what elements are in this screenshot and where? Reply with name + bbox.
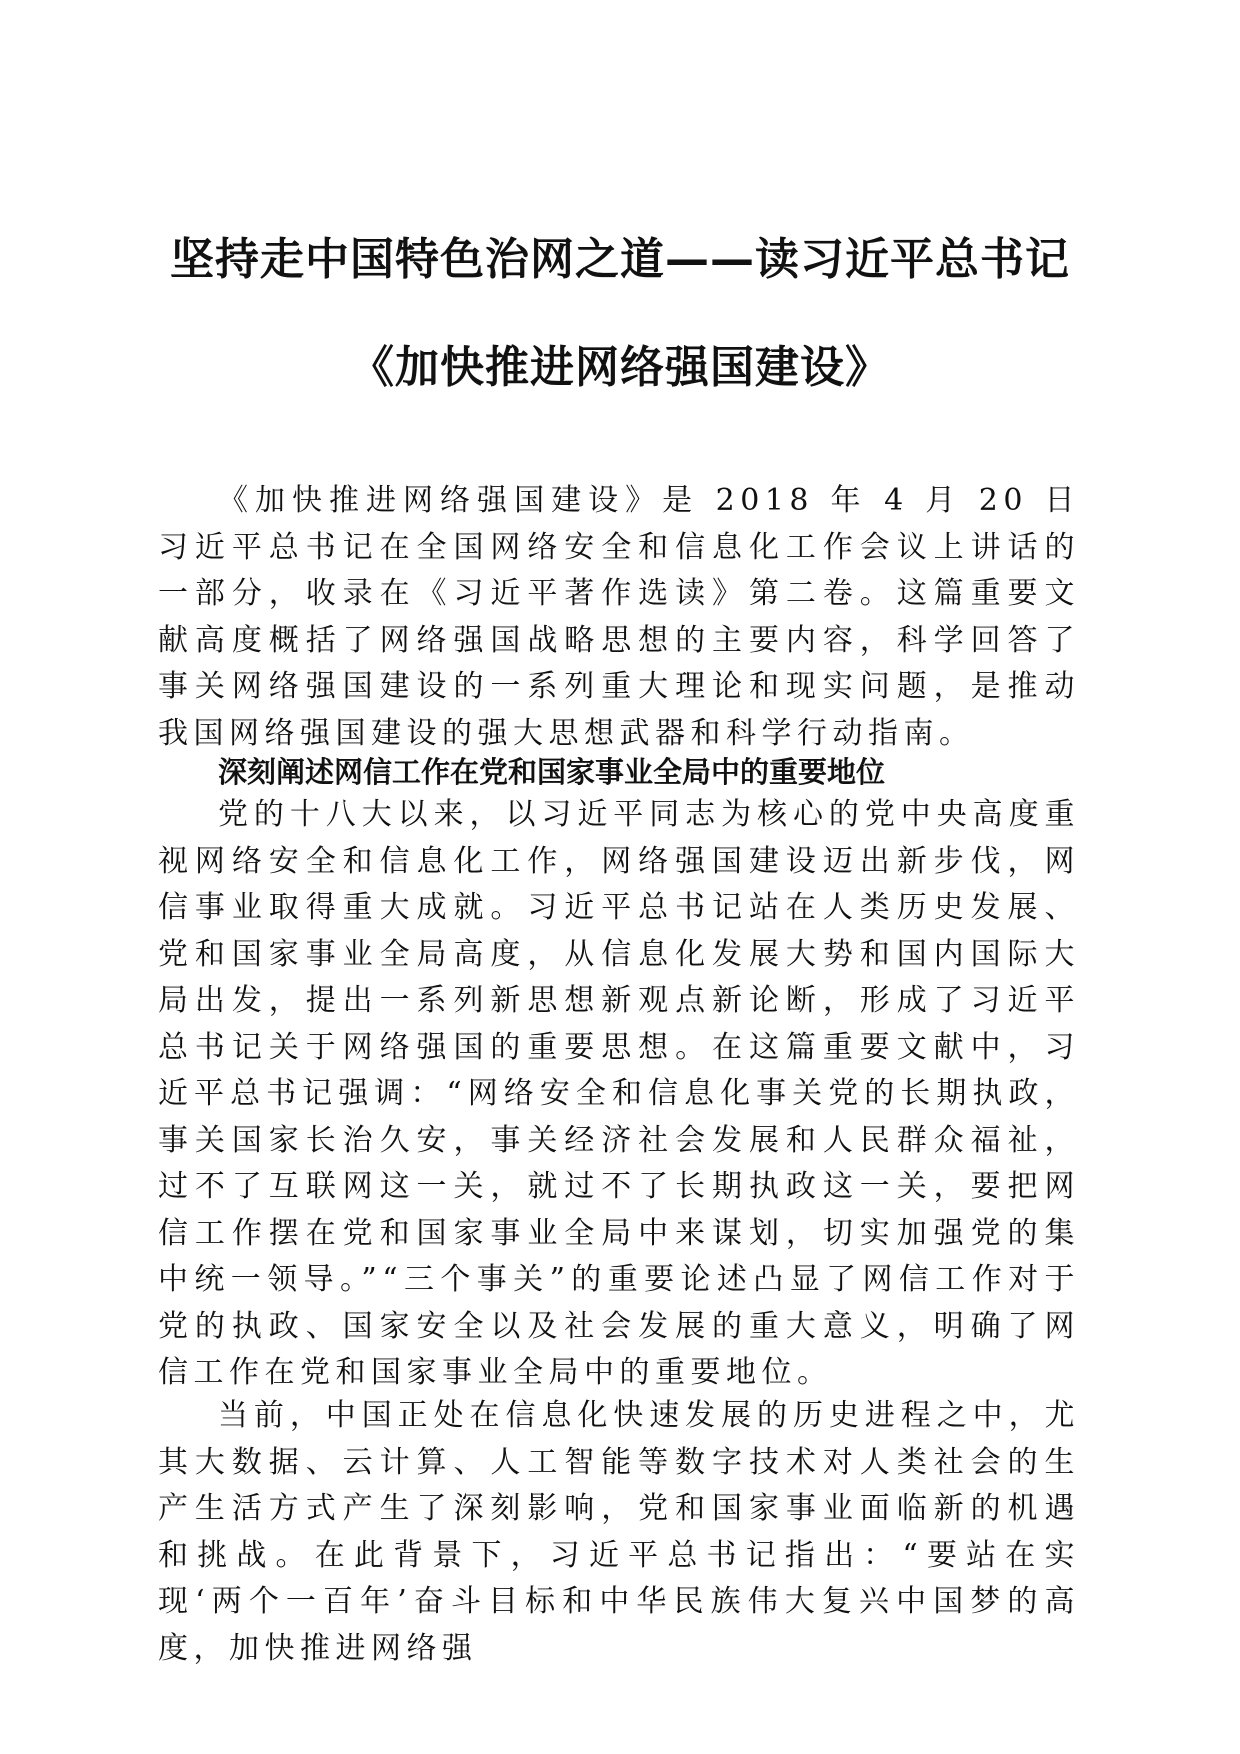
- paragraph-section1-b: 当前，中国正处在信息化快速发展的历史进程之中，尤其大数据、云计算、人工智能等数字技术对人类社会的生产生活方式产生了深刻影响，党和国家事业面临新的机遇和挑战。在此背景下，习近平总书记指出：“要站在实现‘两个一百年’奋斗目标和中华民族伟大复兴中国梦的高度，加快推进网络强: [158, 1398, 1080, 1666]
- document-title-line-2: 《加快推进网络强国建设》: [350, 342, 890, 393]
- paragraph-intro: 《加快推进网络强国建设》是 2018 年 4 月 20 日习近平总书记在全国网络安全和信息化工作会议上讲话的一部分，收录在《习近平著作选读》第二卷。这篇重要文献高度概括了网络强国战略思想的主要内容，科学回答了事关网络强国建设的一系列重大理论和现实问题，是推动我国网络强国建设的强大思想武器和科学行动指南。: [158, 483, 1080, 751]
- document-title-line-1: 坚持走中国特色治网之道——读习近平总书记: [170, 234, 1070, 285]
- section-heading: 深刻阐述网信工作在党和国家事业全局中的重要地位: [218, 755, 886, 789]
- paragraph-section1-a: 党的十八大以来，以习近平同志为核心的党中央高度重视网络安全和信息化工作，网络强国建设迈出新步伐，网信事业取得重大成就。习近平总书记站在人类历史发展、党和国家事业全局高度，从信息化发展大势和国内国际大局出发，提出一系列新思想新观点新论断，形成了习近平总书记关于网络强国的重要思想。在这篇重要文献中，习近平总书记强调：“网络安全和信息化事关党的长期执政，事关国家长治久安，事关经济社会发展和人民群众福祉，过不了互联网这一关，就过不了长期执政这一关，要把网信工作摆在党和国家事业全局中来谋划，切实加强党的集中统一领导。”“三个事关”的重要论述凸显了网信工作对于党的执政、国家安全以及社会发展的重大意义，明确了网信工作在党和国家事业全局中的重要地位。: [158, 797, 1080, 1390]
